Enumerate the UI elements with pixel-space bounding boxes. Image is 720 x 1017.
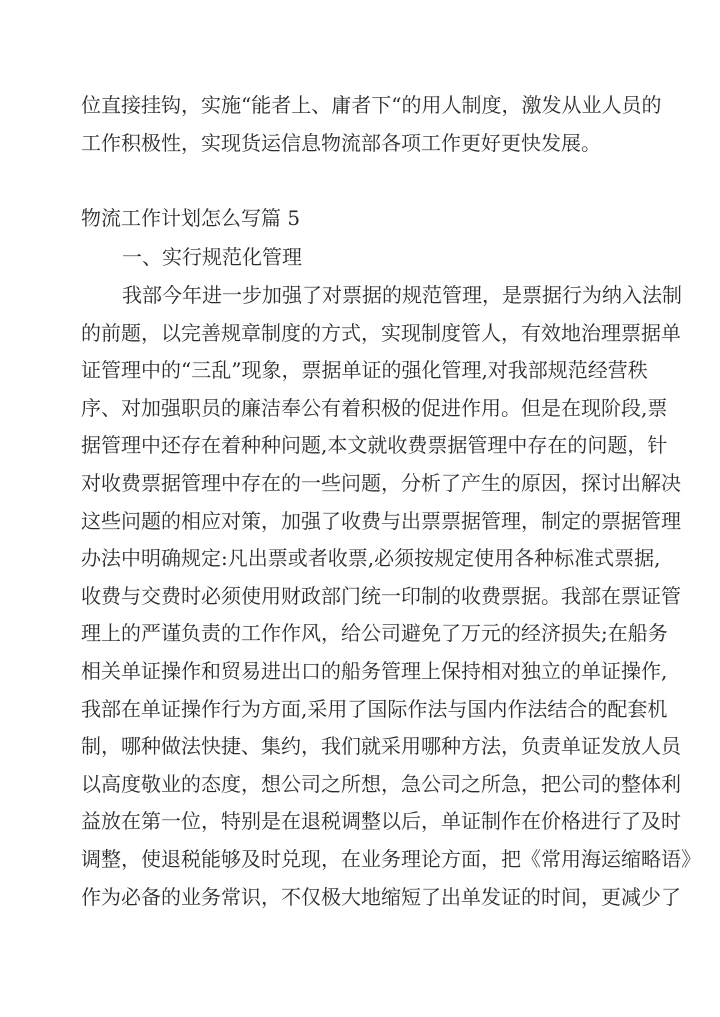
section-title: 物流工作计划怎么写篇 5 [81, 206, 301, 230]
paragraph-line: 证管理中的“三乱”现象，票据单证的强化管理,对我部规范经营秩 [81, 358, 648, 383]
paragraph-line: 调整，使退税能够及时兑现，在业务理论方面，把《常用海运缩略语》 [81, 847, 701, 871]
paragraph-line: 的前题，以完善规章制度的方式，实现制度管人，有效地治理票据单 [81, 320, 681, 345]
intro-line: 位直接挂钩，实施“能者上、庸者下“的用人制度，激发从业人员的 [81, 93, 662, 117]
paragraph-line: 我部今年进一步加强了对票据的规范管理，是票据行为纳入法制 [122, 283, 682, 307]
paragraph-line: 收费与交费时必须使用财政部门统一印制的收费票据。我部在票证管 [81, 583, 681, 608]
paragraph-line: 益放在第一位，特别是在退税调整以后，单证制作在价格进行了及时 [81, 809, 681, 834]
paragraph-line: 我部在单证操作行为方面,采用了国际作法与国内作法结合的配套机 [81, 696, 668, 721]
paragraph-line: 据管理中还存在着种种问题,本文就收费票据管理中存在的问题，针 [81, 433, 668, 458]
paragraph-line: 序、对加强职员的廉洁奉公有着积极的促进作用。但是在现阶段,票 [81, 395, 668, 420]
intro-line: 工作积极性，实现货运信息物流部各项工作更好更快发展。 [81, 131, 601, 155]
paragraph-line: 对收费票据管理中存在的一些问题，分析了产生的原因，探讨出解决 [81, 471, 681, 495]
paragraph-line: 作为必备的业务常识，不仅极大地缩短了出单发证的时间，更减少了 [81, 884, 681, 909]
paragraph-line: 相关单证操作和贸易进出口的船务管理上保持相对独立的单证操作, [81, 659, 668, 683]
paragraph-line: 以高度敬业的态度，想公司之所想，急公司之所急，把公司的整体利 [81, 771, 681, 796]
paragraph-line: 这些问题的相应对策，加强了收费与出票票据管理，制定的票据管理 [81, 508, 681, 533]
paragraph-line: 办法中明确规定:凡出票或者收票,必须按规定使用各种标准式票据, [81, 546, 661, 571]
paragraph-line: 理上的严谨负责的工作作风，给公司避免了万元的经济损失;在船务 [81, 621, 668, 646]
paragraph-line: 制，哪种做法快捷、集约，我们就采用哪种方法，负责单证发放人员 [81, 734, 681, 759]
subsection-title: 一、实行规范化管理 [122, 245, 302, 269]
